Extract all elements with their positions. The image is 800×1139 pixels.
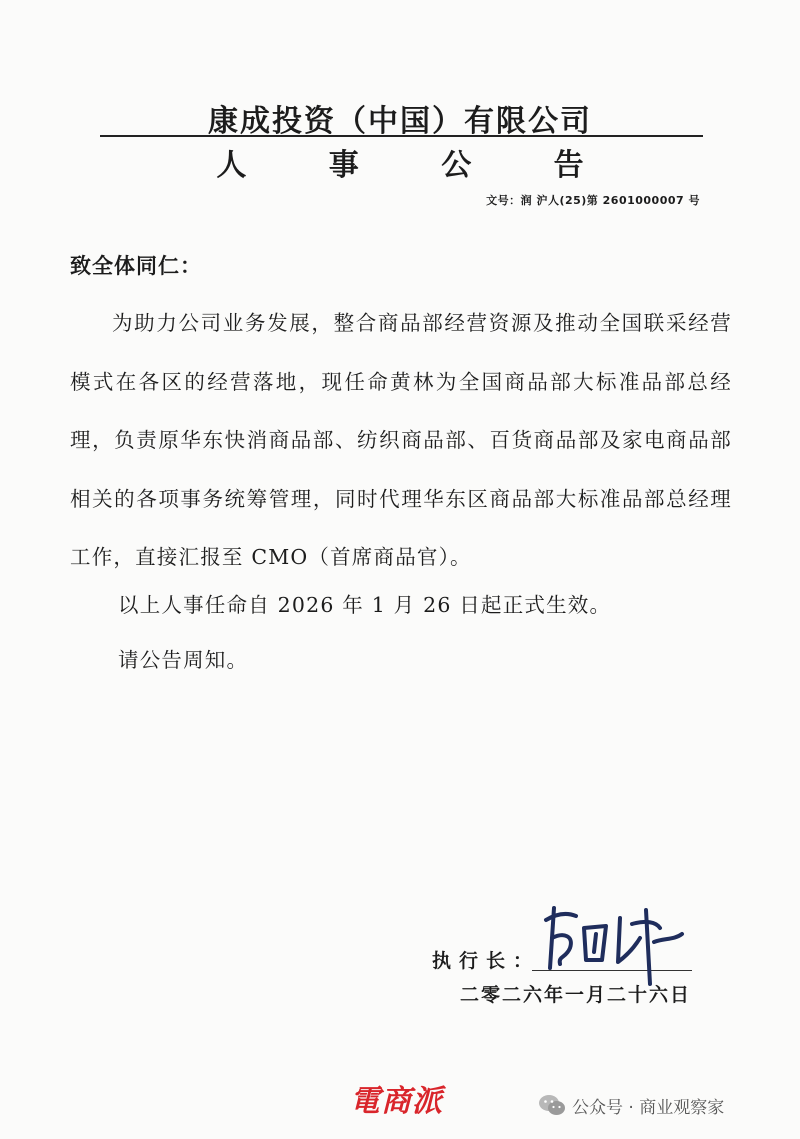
- wechat-account-label: 公众号 · 商业观察家: [572, 1097, 725, 1118]
- company-name: 康成投资（中国）有限公司: [208, 104, 592, 139]
- effective-date-sentence: 以上人事任命自 2026 年 1 月 26 日起正式生效。: [118, 593, 612, 617]
- salutation: 致全体同仁：: [70, 254, 202, 278]
- header-rule: [100, 135, 703, 137]
- dianshangpai-watermark-logo: 電商派: [350, 1084, 443, 1119]
- signature-label: 执行长：: [432, 950, 541, 972]
- wechat-icon: [538, 1094, 566, 1116]
- notice-title: 人 事 公 告: [216, 148, 620, 183]
- wechat-watermark: [538, 1090, 724, 1120]
- signature-date: 二零二六年一月二十六日: [460, 984, 692, 1006]
- document-number: 文号：润 沪人(25)第 2601000007 号: [486, 194, 700, 207]
- handwritten-signature: [536, 898, 696, 988]
- closing-line: 请公告周知。: [118, 648, 249, 672]
- body-paragraph: 为助力公司业务发展，整合商品部经营资源及推动全国联采经营模式在各区的经营落地，现任命黄林为全国商品部大标准品部总经理，负责原华东快消商品部、纺织商品部、百货商品部及家电商品部相关的各项事务统筹管理，同时代理华东区商品部大标准品部总经理工作，直接汇报至 CMO（首席商品官）。: [70, 311, 732, 569]
